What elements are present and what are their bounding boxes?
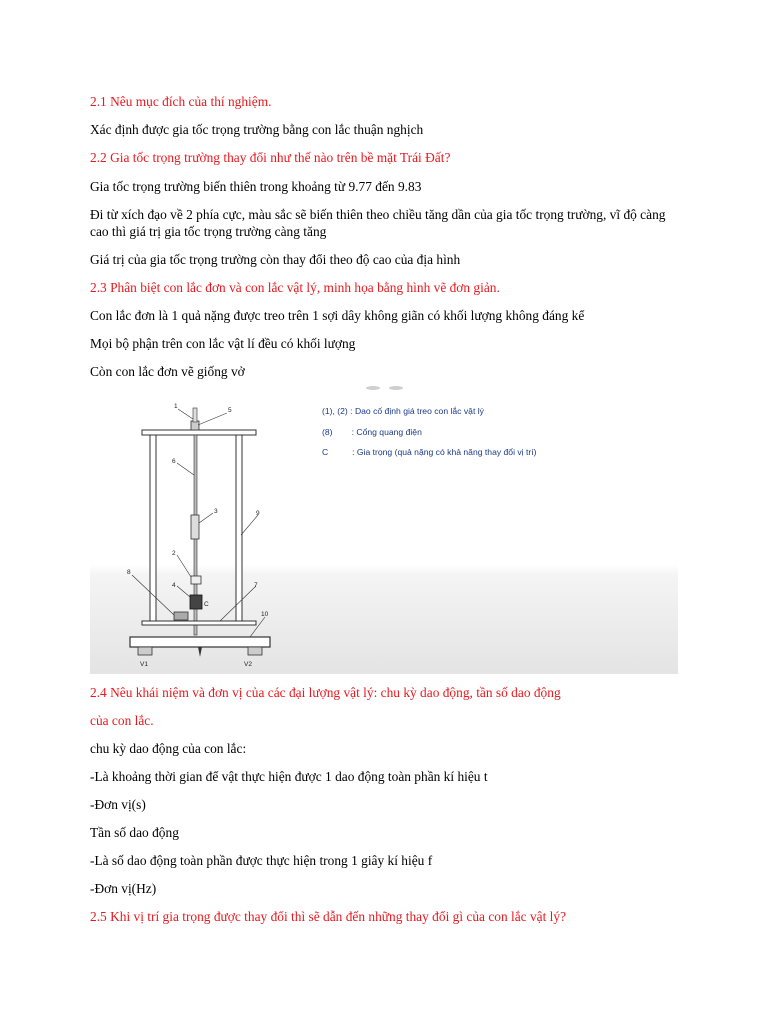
answer-line: -Là khoảng thời gian để vật thực hiện được 1 dao động toàn phần kí hiệu t — [90, 769, 488, 784]
answer-line: -Là số dao động toàn phần được thực hiện trong 1 giây kí hiệu f — [90, 853, 433, 868]
answer-line: Còn con lắc đơn vẽ giống vở — [90, 364, 245, 379]
pendulum-apparatus-figure — [90, 385, 678, 674]
label-1: 1 — [174, 403, 178, 410]
label-4: 4 — [172, 582, 176, 589]
answer-line: Gia tốc trọng trường biến thiên trong khoảng từ 9.77 đến 9.83 — [90, 179, 422, 194]
question-2-1: 2.1 Nêu mục đích của thí nghiệm. — [90, 94, 272, 109]
label-5: 5 — [228, 407, 232, 414]
answer-line: -Đơn vị(Hz) — [90, 881, 157, 896]
answer-line: Mọi bộ phận trên con lắc vật lí đều có khối lượng — [90, 336, 356, 351]
label-v1: V1 — [140, 661, 148, 668]
label-8: 8 — [127, 569, 131, 576]
label-v2: V2 — [244, 661, 252, 668]
legend-item: (8) : Cổng quang điện — [322, 427, 422, 437]
question-2-4-cont: của con lắc. — [90, 713, 154, 728]
question-2-3: 2.3 Phân biệt con lắc đơn và con lắc vật lý, minh họa bằng hình vẽ đơn giản. — [90, 280, 500, 295]
answer-line: Con lắc đơn là 1 quả nặng được treo trên 1 sợi dây không giãn có khối lượng không đáng kể — [90, 308, 585, 323]
label-10: 10 — [261, 611, 269, 618]
answer-line: -Đơn vị(s) — [90, 797, 146, 812]
label-3: 3 — [214, 508, 218, 515]
question-2-5: 2.5 Khi vị trí gia trọng được thay đổi thì sẽ dẫn đến những thay đổi gì của con lắc vật lý? — [90, 909, 567, 924]
answer-line: chu kỳ dao động của con lắc: — [90, 741, 247, 756]
answer-paragraph: Đi từ xích đạo về 2 phía cực, màu sắc sẽ biến thiên theo chiều tăng dần của gia tốc trọng trường, vĩ độ càng cao thì giá trị gia tốc trọng trường càng tăng — [90, 207, 666, 239]
answer-line: Xác định được gia tốc trọng trường bằng con lắc thuận nghịch — [90, 122, 424, 137]
question-2-2: 2.2 Gia tốc trọng trường thay đổi như thế nào trên bề mặt Trái Đất? — [90, 150, 451, 165]
label-c: C — [204, 601, 209, 608]
label-2: 2 — [172, 550, 176, 557]
answer-line: Tần số dao động — [90, 825, 179, 840]
label-9: 9 — [256, 510, 260, 517]
legend-item: (1), (2) : Dao cố định giá treo con lắc vật lý — [322, 406, 484, 416]
answer-line: Giá trị của gia tốc trọng trường còn thay đổi theo độ cao của địa hình — [90, 252, 461, 267]
legend-item: C : Gia trọng (quả nặng có khả năng thay đổi vị trí) — [322, 447, 537, 457]
question-2-4: 2.4 Nêu khái niệm và đơn vị của các đại lượng vật lý: chu kỳ dao động, tần số dao động — [90, 685, 561, 700]
label-7: 7 — [254, 582, 258, 589]
label-6: 6 — [172, 458, 176, 465]
